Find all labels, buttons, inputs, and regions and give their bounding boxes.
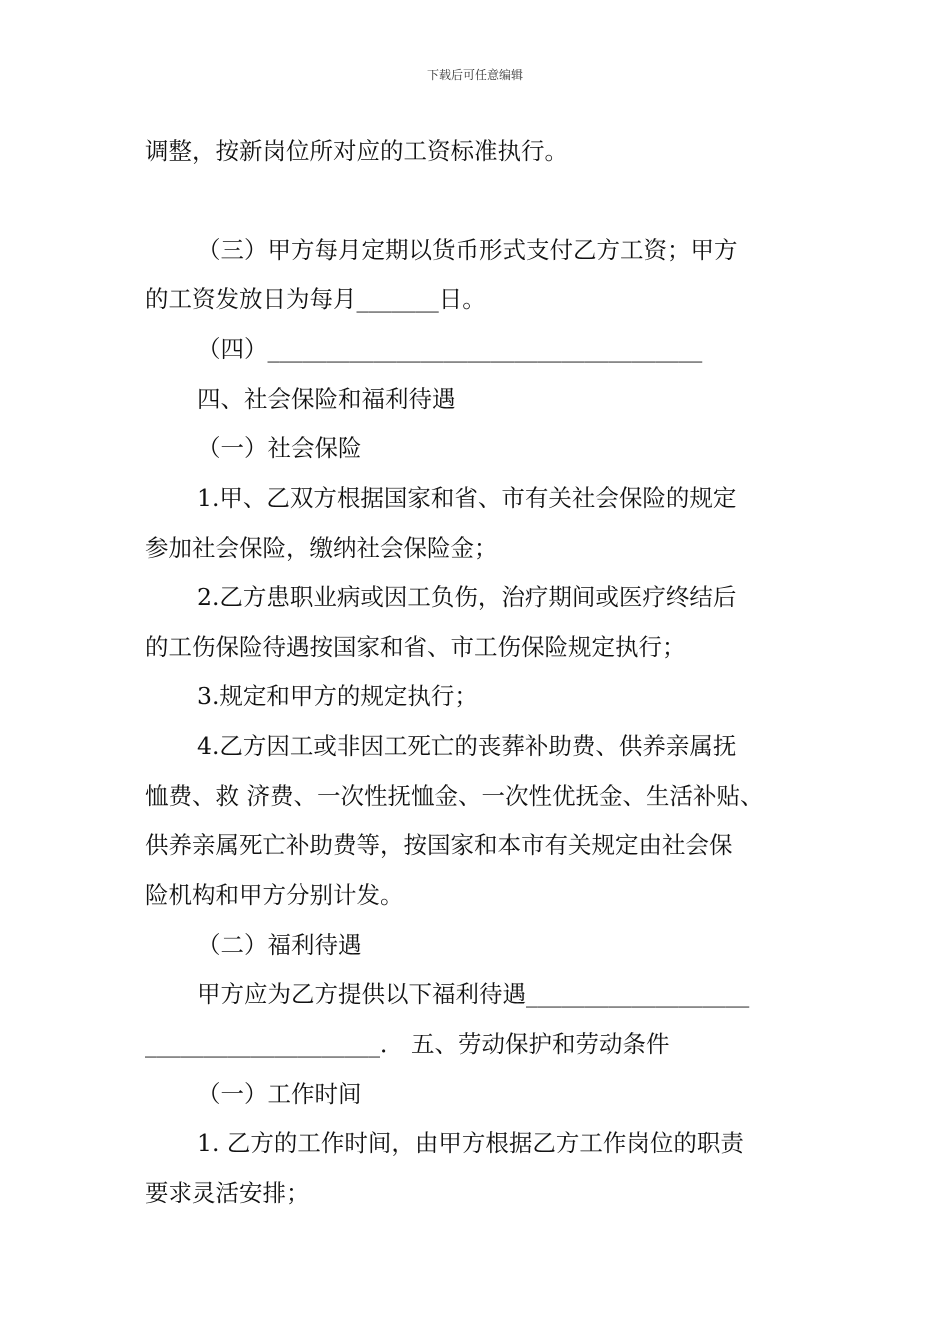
body-line: 的工伤保险待遇按国家和省、市工伤保险规定执行； xyxy=(145,633,686,661)
page-header: 下载后可任意编辑 xyxy=(426,68,523,82)
body-line: 甲方应为乙方提供以下福利待遇___________________ xyxy=(197,980,750,1008)
body-line: 2.乙方患职业病或因工负伤，治疗期间或医疗终结后 xyxy=(197,583,737,611)
body-line: 1.甲、乙双方根据国家和省、市有关社会保险的规定 xyxy=(197,484,737,512)
body-line: 恤费、救 济费、一次性抚恤金、一次性优抚金、生活补贴、 xyxy=(145,782,764,810)
subsection-heading: （一）社会保险 xyxy=(197,434,362,462)
body-line: 的工资发放日为每月_______日。 xyxy=(145,285,486,313)
body-line: 4.乙方因工或非因工死亡的丧葬补助费、供养亲属抚 xyxy=(197,732,737,760)
body-line: 供养亲属死亡补助费等，按国家和本市有关规定由社会保 xyxy=(145,831,733,859)
body-line: 1. 乙方的工作时间，由甲方根据乙方工作岗位的职责 xyxy=(197,1129,744,1157)
body-line: 3.规定和甲方的规定执行； xyxy=(197,682,478,710)
subsection-heading: （二）福利待遇 xyxy=(197,931,362,959)
section-heading: 四、社会保险和福利待遇 xyxy=(197,385,456,413)
body-line: ____________________． 五、劳动保护和劳动条件 xyxy=(145,1030,670,1058)
body-line: 险机构和甲方分别计发。 xyxy=(145,881,404,909)
subsection-heading: （一）工作时间 xyxy=(197,1080,362,1108)
body-line: （三）甲方每月定期以货币形式支付乙方工资；甲方 xyxy=(197,236,738,264)
body-line: 参加社会保险，缴纳社会保险金； xyxy=(145,534,498,562)
body-line: 要求灵活安排； xyxy=(145,1179,310,1207)
body-line: 调整，按新岗位所对应的工资标准执行。 xyxy=(145,137,568,165)
body-line: （四）_____________________________________ xyxy=(197,335,703,363)
